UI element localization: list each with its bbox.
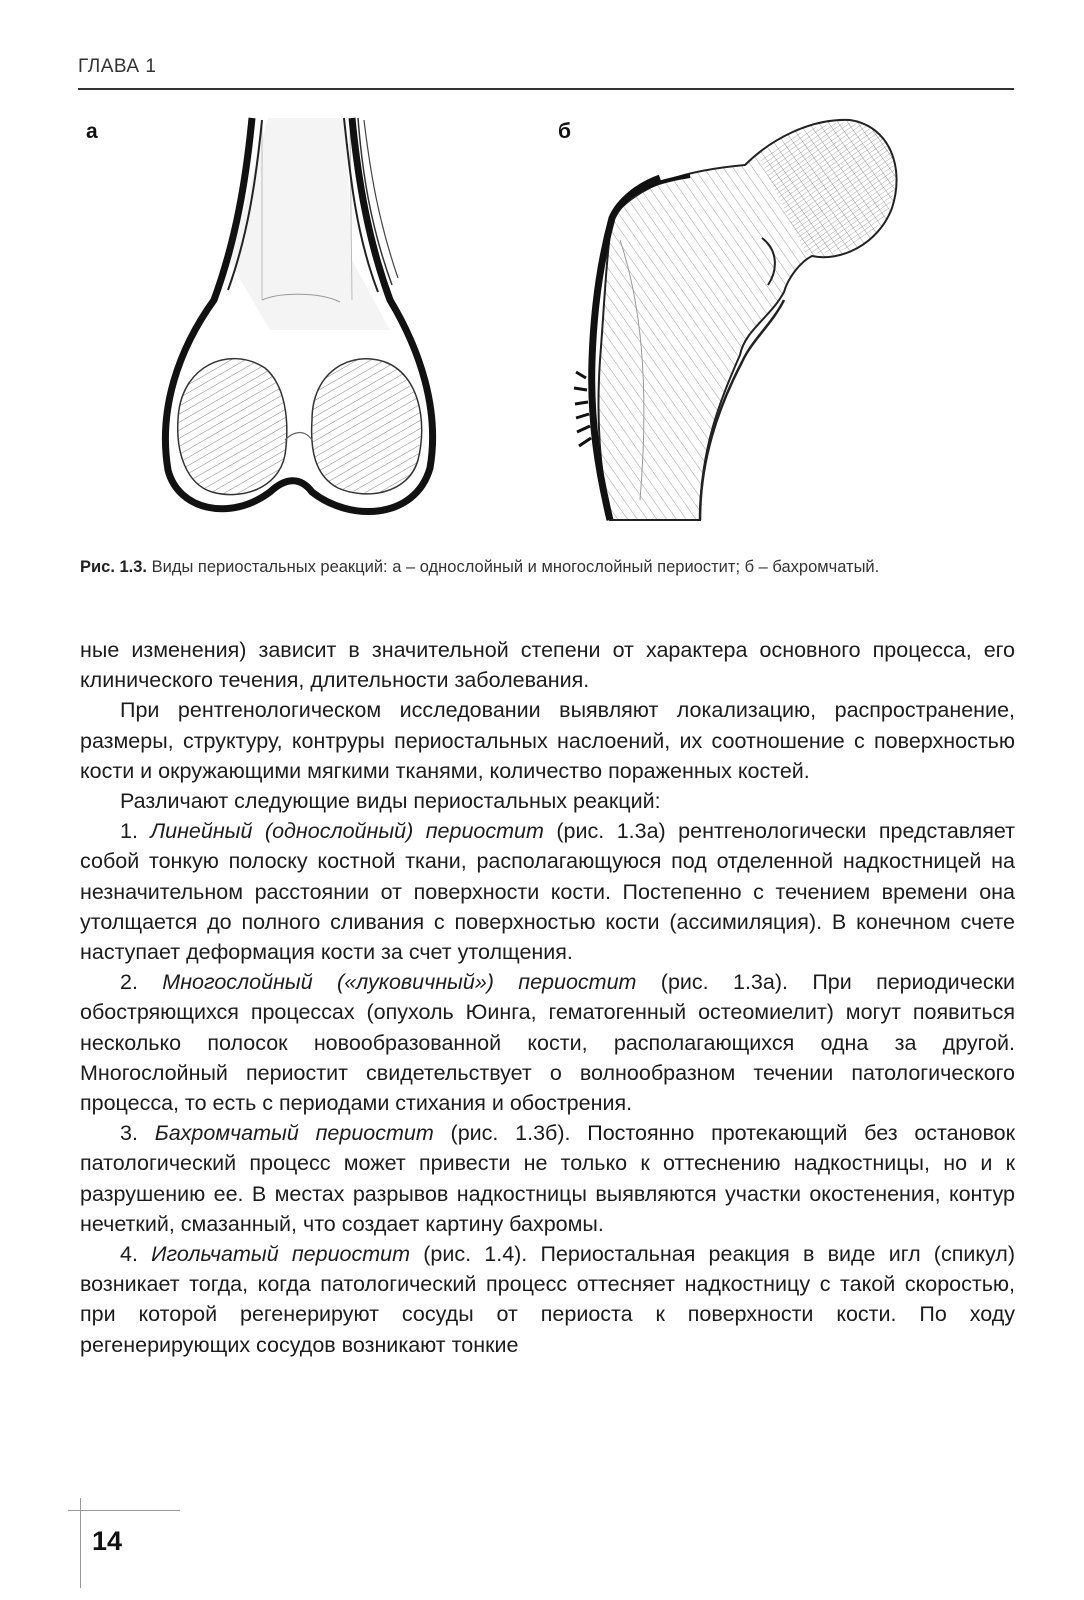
figure-caption [80, 556, 1015, 578]
panel-label-a: а [86, 120, 98, 143]
item-number: 3. [120, 1121, 155, 1146]
term-spiculated-periostitis: Игольчатый периостит [151, 1242, 411, 1267]
page-number: 14 [92, 1526, 123, 1556]
bone-a-drawing [165, 118, 432, 512]
item-text: (рис. 1.3а) рентгенологически представляет собой тонкую полоску костной ткани, располагающуюся под отделенной надкостницей на незначительном расстоянии от поверхности кости. Постепенно с течением времени она утолщается до полного сливания с поверхностью кости (ассимиляция). В конечном счете наступает деформация кости за счет утолщения. [80, 819, 1016, 965]
paragraph-7 [80, 1239, 1015, 1360]
item-text: (рис. 1.3а). При периодически обостряющихся процессах (опухоль Юинга, гематогенный остеомиелит) могут появиться несколько полосок новообразованной кости, располагающихся одна за другой. Многослойный периостит свидетельствует о волнообразном течении патологического процесса, то есть с периодами стихания и обострения. [80, 970, 1016, 1116]
paragraph-5 [80, 967, 1015, 1118]
corner-mark-vertical [80, 1498, 81, 1588]
paragraph-2: При рентгенологическом исследовании выявляют локализацию, распространение, размеры, структуру, контруры периостальных наслоений, их соотношение с поверхностью кости и окружающими мягкими тканями, количество пораженных костей. [80, 698, 1015, 783]
item-text: (рис. 1.4). Периостальная реакция в виде игл (спикул) возникает тогда, когда патологический процесс оттесняет надкостницу с такой скоростью, при которой регенерируют сосуды от периоста к поверхности кости. По ходу регенерирующих сосудов возникают тонкие [80, 1242, 1015, 1357]
figure-bone-drawings [0, 0, 1084, 560]
chapter-header: ГЛАВА 1 [78, 56, 157, 77]
term-fringe-periostitis: Бахромчатый периостит [154, 1121, 434, 1146]
body-text [80, 635, 1015, 1360]
caption-label: Рис. 1.3. [80, 558, 148, 576]
item-number: 1. [120, 819, 151, 844]
paragraph-1: ные изменения) зависит в значительной степени от характера основного процесса, его клинического течения, длительности заболевания. [80, 638, 1015, 693]
corner-mark-horizontal [68, 1510, 180, 1511]
term-linear-periostitis: Линейный (однослойный) периостит [150, 819, 544, 844]
paragraph-3: Различают следующие виды периостальных реакций: [120, 789, 661, 814]
term-multilayer-periostitis: Многослойный («луковичный») периостит [162, 970, 637, 995]
caption-text: Виды периостальных реакций: а – однослойный и многослойный периостит; б – бахромчатый. [147, 558, 880, 576]
item-text: (рис. 1.3б). Постоянно протекающий без остановок патологический процесс может привести не только к оттеснению надкостницы, но и к разрушению ее. В местах разрывов надкостницы выявляются участки окостенения, контур нечеткий, смазанный, что создает картину бахромы. [80, 1121, 1015, 1236]
item-number: 2. [120, 970, 163, 995]
paragraph-4 [80, 816, 1015, 967]
panel-label-b: б [558, 120, 571, 143]
item-number: 4. [120, 1242, 152, 1267]
bone-b-drawing [574, 120, 897, 520]
paragraph-6 [80, 1118, 1015, 1239]
